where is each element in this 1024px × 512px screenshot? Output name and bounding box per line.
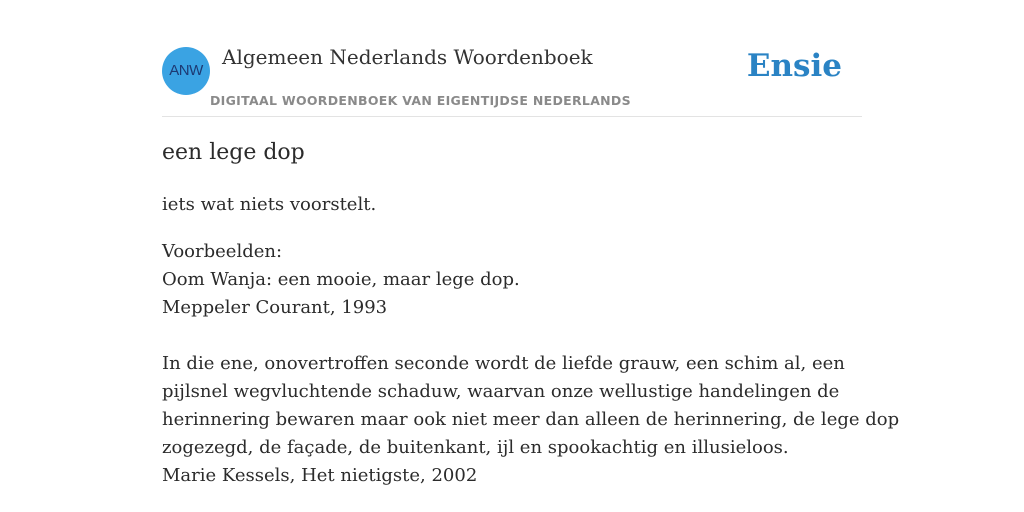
entry-definition: iets wat niets voorstelt. [162, 194, 377, 215]
example-quote-line: pijlsnel wegvluchtende schaduw, waarvan onze wellustige handelingen de [162, 381, 840, 402]
entry-term: een lege dop [162, 140, 305, 165]
examples-label: Voorbeelden: [162, 241, 283, 262]
anw-logo[interactable]: ANW [162, 47, 210, 95]
example-spacer [162, 322, 862, 350]
examples-section [162, 238, 900, 490]
site-header [162, 0, 862, 117]
example-source: Marie Kessels, Het nietigste, 2002 [162, 465, 478, 486]
example-quote: Oom Wanja: een mooie, maar lege dop. [162, 269, 520, 290]
example-quote-line: In die ene, onovertroffen seconde wordt de liefde grauw, een schim al, een [162, 353, 845, 374]
example-source: Meppeler Courant, 1993 [162, 297, 388, 318]
dictionary-subtitle: DIGITAAL WOORDENBOEK VAN EIGENTIJDSE NEDERLANDS [210, 93, 631, 108]
example-quote-line: zogezegd, de façade, de buitenkant, ijl en spookachtig en illusieloos. [162, 437, 789, 458]
dictionary-name[interactable]: Algemeen Nederlands Woordenboek [222, 45, 593, 69]
example-quote-line: herinnering bewaren maar ook niet meer dan alleen de herinnering, de lege dop [162, 409, 900, 430]
ensie-brand-link[interactable]: Ensie [746, 48, 842, 84]
